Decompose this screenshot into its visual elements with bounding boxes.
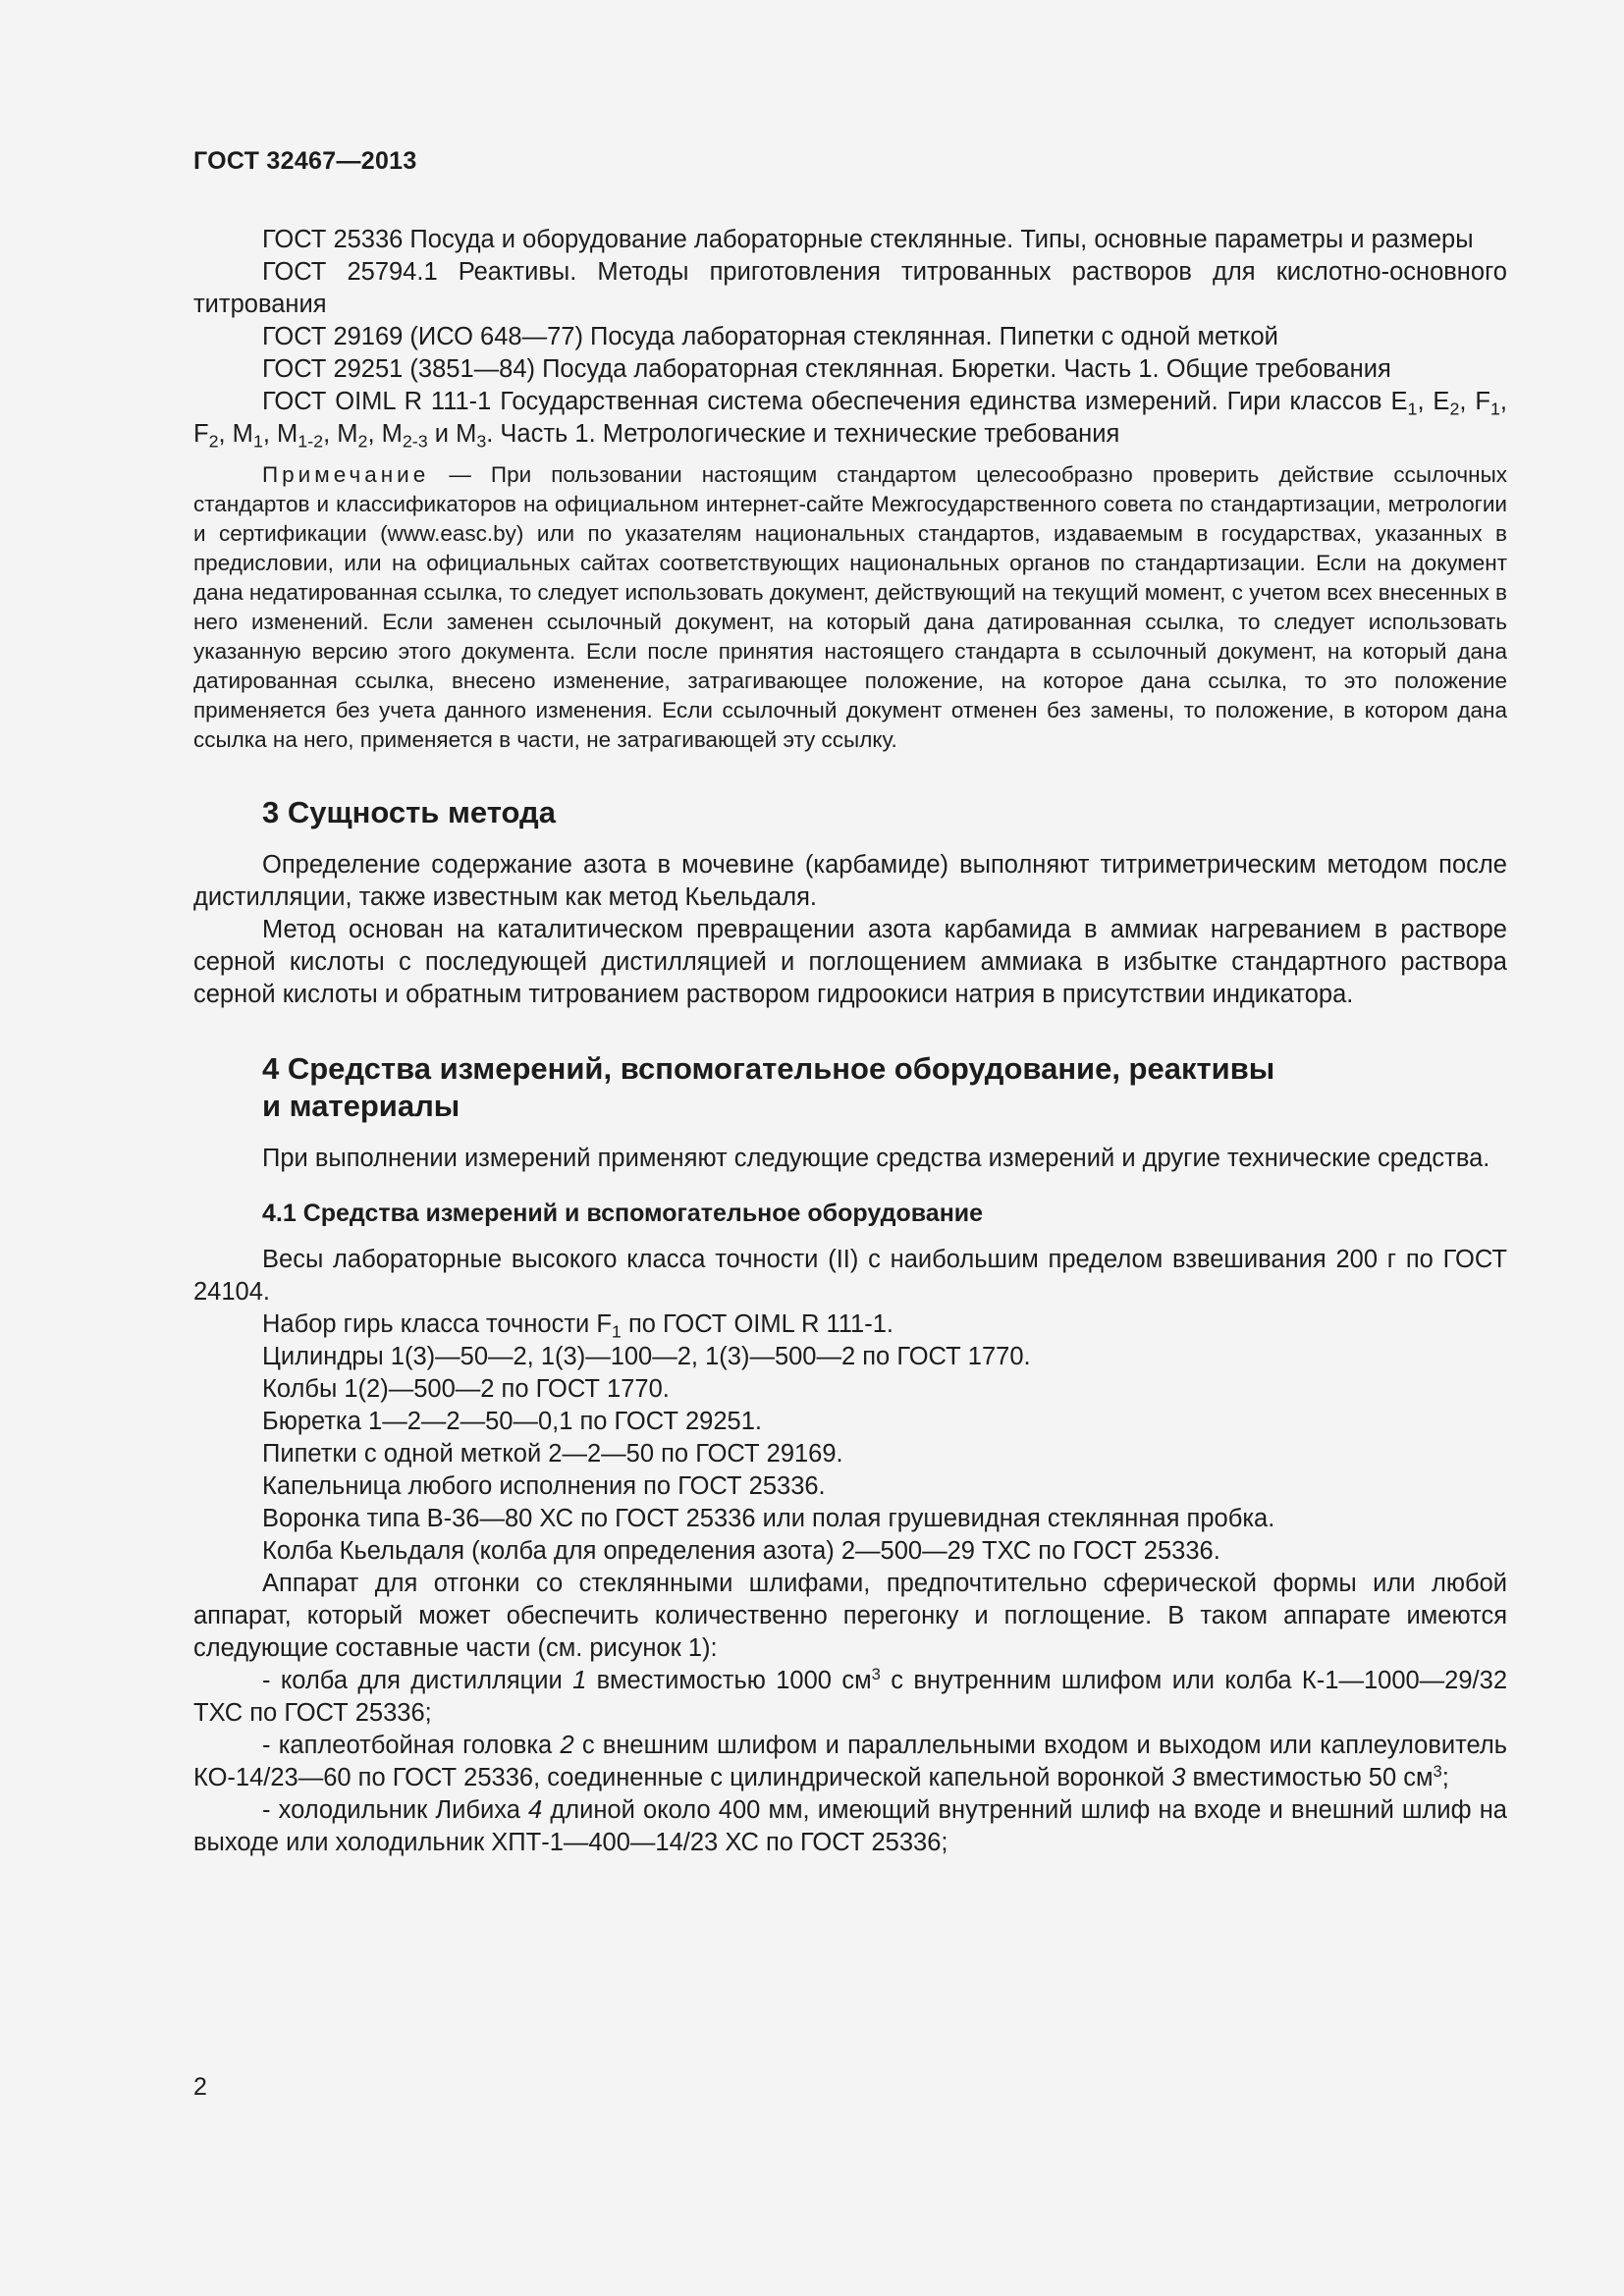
page-content	[193, 224, 1507, 1859]
section-4-intro: При выполнении измерений применяют следующие средства измерений и другие технические средства.	[262, 1145, 1490, 1172]
ref-gost-29251: ГОСТ 29251 (3851—84) Посуда лабораторная стеклянная. Бюретки. Часть 1. Общие требования	[262, 355, 1391, 383]
section-3-heading: 3 Сущность метода	[262, 795, 556, 829]
item-scales: Весы лабораторные высокого класса точности (II) с наибольшим пределом взвешивания 200 г по ГОСТ 24104.	[193, 1246, 1507, 1306]
note-label: Примечание	[262, 462, 430, 487]
section-3-para-2: Метод основан на каталитическом превращении азота карбамида в аммиак нагреванием в растворе серной кислоты с последующей дистилляцией и поглощением аммиака в избытке стандартного раствора серной кислоты и обратным титрованием раствором гидроокиси натрия в присутствии индикатора.	[193, 916, 1507, 1008]
item-liebig-cooler: - холодильник Либиха 4 длиной около 400 мм, имеющий внутренний шлиф на входе и внешний шлиф на выходе или холодильник ХПТ-1—400—14/23 ХС по ГОСТ 25336;	[193, 1796, 1507, 1856]
item-distillation-apparatus: Аппарат для отгонки со стеклянными шлифами, предпочтительно сферической формы или любой аппарат, который может обеспечить количественно перегонку и поглощение. В таком аппарате имеются следующие составные части (см. рисунок 1):	[193, 1570, 1507, 1662]
item-burette: Бюретка 1—2—2—50—0,1 по ГОСТ 29251.	[262, 1408, 762, 1435]
section-3-para-1: Определение содержание азота в мочевине (карбамиде) выполняют титриметрическим методом после дистилляции, также известным как метод Кьельдаля.	[193, 851, 1507, 911]
document-header: ГОСТ 32467—2013	[193, 147, 417, 175]
ref-gost-25336: ГОСТ 25336 Посуда и оборудование лабораторные стеклянные. Типы, основные параметры и размеры	[262, 226, 1474, 253]
ref-gost-29169: ГОСТ 29169 (ИСО 648—77) Посуда лабораторная стеклянная. Пипетки с одной меткой	[262, 323, 1278, 350]
ref-gost-25794-1: ГОСТ 25794.1 Реактивы. Методы приготовления титрованных растворов для кислотно-основного титрования	[193, 258, 1507, 318]
section-4-1-heading: 4.1 Средства измерений и вспомогательное оборудование	[262, 1200, 984, 1227]
note-paragraph	[193, 460, 1507, 755]
section-4-heading: 4 Средства измерений, вспомогательное оборудование, реактивы и материалы	[262, 1051, 1275, 1123]
ref-gost-oiml: ГОСТ OIML R 111-1 Государственная система обеспечения единства измерений. Гири классов $E_1$, $E_2$, $F_1$, $F_2$, $M_1$, $M_{1-2}$, $M_2$, $M_{2-3}$ и $M_3$. Часть 1. Метрологические и технические требования	[193, 388, 1507, 452]
item-pipettes: Пипетки с одной меткой 2—2—50 по ГОСТ 29169.	[262, 1440, 843, 1468]
item-flasks: Колбы 1(2)—500—2 по ГОСТ 1770.	[262, 1375, 670, 1403]
item-splash-head: - каплеотбойная головка 2 с внешним шлифом и параллельными входом и выходом или каплеуловитель КО-14/23—60 по ГОСТ 25336, соединенные с цилиндрической капельной воронкой 3 вместимостью 50 $см^3$;	[193, 1732, 1507, 1791]
page-number: 2	[193, 2073, 207, 2101]
item-funnel: Воронка типа В-36—80 ХС по ГОСТ 25336 или полая грушевидная стеклянная пробка.	[262, 1505, 1275, 1532]
item-dropper: Капельница любого исполнения по ГОСТ 25336.	[262, 1472, 826, 1500]
item-weights: Набор гирь класса точности $F_1$ по ГОСТ OIML R 111-1.	[262, 1310, 893, 1342]
item-distillation-flask: - колба для дистилляции 1 вместимостью 1000 $см^3$ с внутренним шлифом или колба К-1—1000—29/32 ТХС по ГОСТ 25336;	[193, 1664, 1507, 1727]
item-cylinders: Цилиндры 1(3)—50—2, 1(3)—100—2, 1(3)—500—2 по ГОСТ 1770.	[262, 1343, 1031, 1370]
item-kjeldahl-flask: Колба Кьельдаля (колба для определения азота) 2—500—29 ТХС по ГОСТ 25336.	[262, 1537, 1220, 1565]
note-text: — При пользовании настоящим стандартом целесообразно проверить действие ссылочных стандартов и классификаторов на официальном интернет-сайте Межгосударственного совета по стандартизации, метрологии и сертификации (www.easc.by) или по указателям национальных стандартов, издаваемым в государствах, указанных в предисловии, или на официальных сайтах соответствующих национальных органов по стандартизации. Если на документ дана недатированная ссылка, то следует использовать документ, действующий на текущий момент, с учетом всех внесенных в него изменений. Если заменен ссылочный документ, на который дана датированная ссылка, то следует использовать указанную версию этого документа. Если после принятия настоящего стандарта в ссылочный документ, на который дана датированная ссылка, внесено изменение, затрагивающее положение, на которое дана ссылка, то это положение применяется без учета данного изменения. Если ссылочный документ отменен без замены, то положение, в котором дана ссылка на него, применяется в части, не затрагивающей эту ссылку.	[193, 462, 1507, 752]
